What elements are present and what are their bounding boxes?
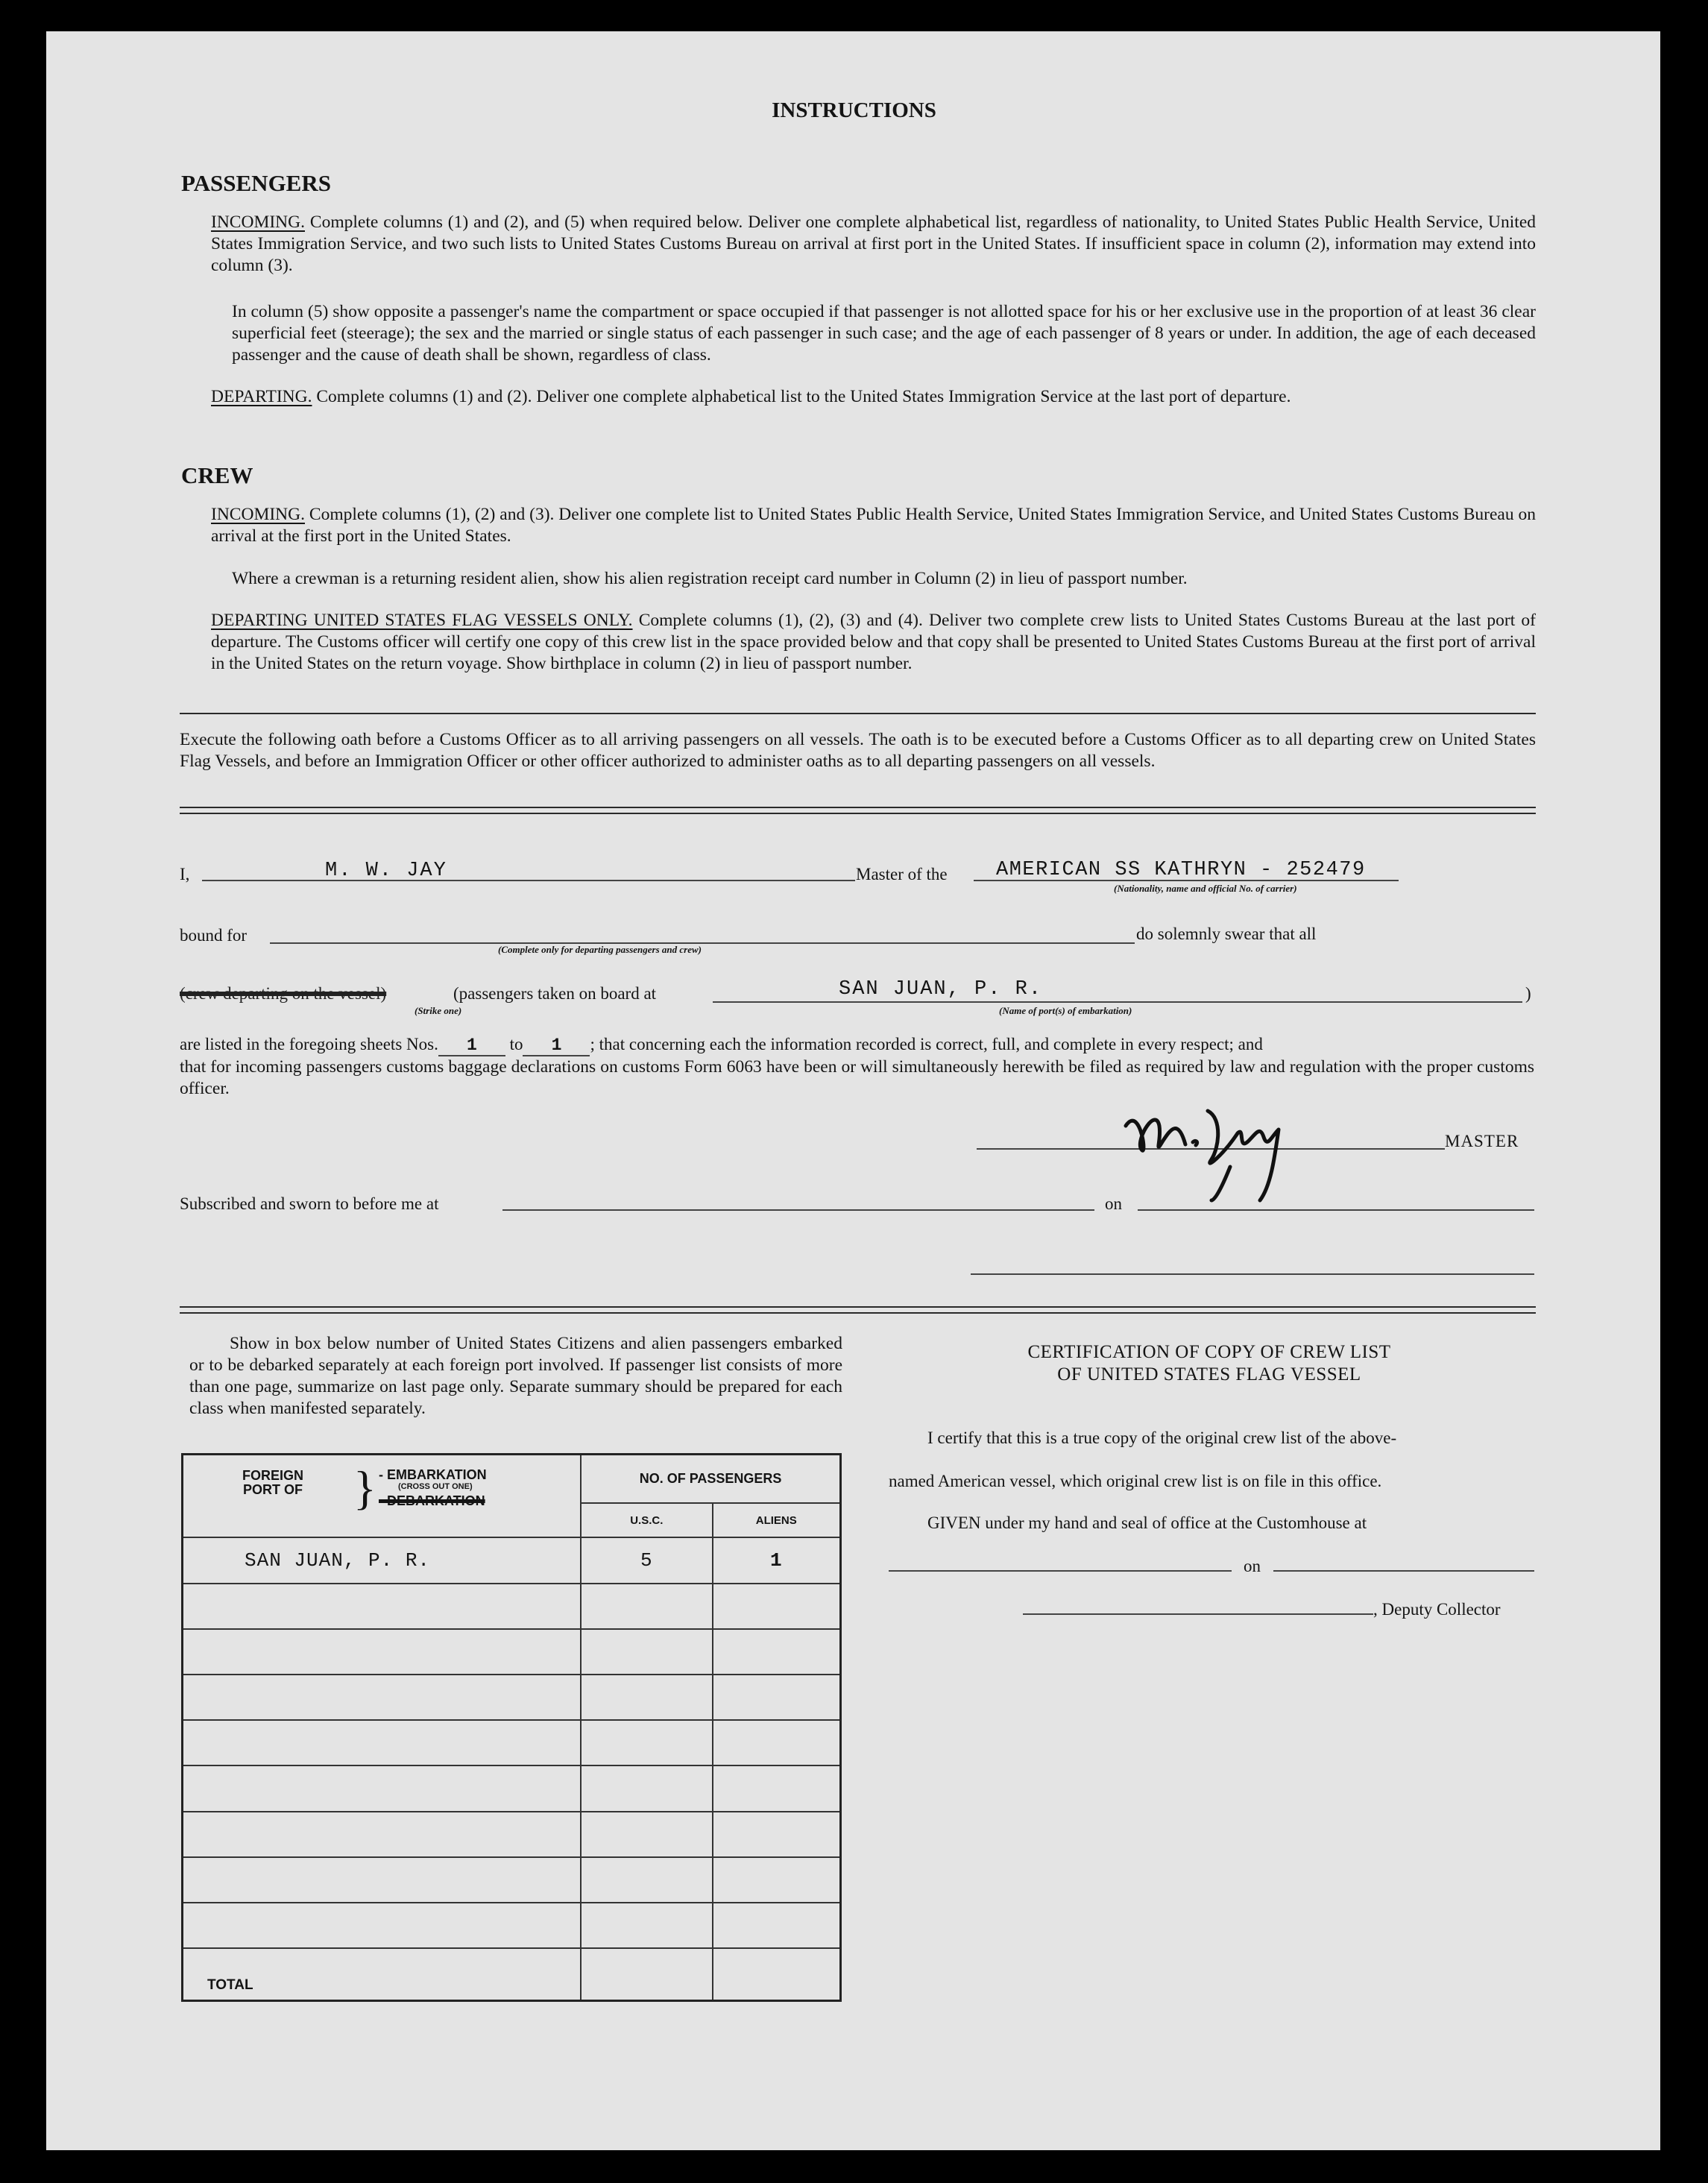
cross-out-label: (CROSS OUT ONE)	[398, 1482, 473, 1491]
table-row	[183, 1903, 841, 1948]
passengers-departing-label: DEPARTING.	[211, 387, 312, 406]
passengers-incoming-paragraph	[211, 212, 1536, 277]
master-signature	[1118, 1096, 1334, 1208]
table-row	[183, 1584, 841, 1629]
deputy-collector-label: , Deputy Collector	[1373, 1600, 1501, 1619]
row-port-cell[interactable]	[183, 1903, 582, 1948]
certification-line-3: GIVEN under my hand and seal of office at the Customhouse at	[927, 1513, 1367, 1532]
oath-i-label: I,	[180, 865, 190, 883]
master-label: MASTER	[1445, 1132, 1519, 1150]
row-aliens-cell[interactable]	[713, 1629, 841, 1675]
table-row	[183, 1629, 841, 1675]
row-port-cell[interactable]: SAN JUAN, P. R.	[183, 1537, 582, 1583]
row-aliens-cell[interactable]	[713, 1720, 841, 1765]
port-line	[713, 1001, 1522, 1003]
passengers-taken-label: (passengers taken on board at	[453, 984, 657, 1003]
row-aliens-cell[interactable]	[713, 1857, 841, 1903]
crew-departing-label: DEPARTING UNITED STATES FLAG VESSELS ONLY.	[211, 611, 633, 630]
divider-lower-a	[180, 1306, 1536, 1308]
subscribed-label: Subscribed and sworn to before me at	[180, 1194, 439, 1213]
no-passengers-header: NO. OF PASSENGERS	[581, 1455, 840, 1503]
row-usc-cell[interactable]	[581, 1675, 712, 1720]
row-usc-cell[interactable]	[581, 1857, 712, 1903]
listed-label: are listed in the foregoing sheets Nos.	[180, 1035, 438, 1053]
crew-departing-text: Complete columns (1), (2), (3) and (4). Deliver two complete crew lists to United States Customs Bureau at the last port of departure. The Customs officer will certify one copy of this crew list in the space provided below and that copy shall be presented to United States Customs Bureau at the first port of arrival in the United States on the return voyage. Show birthplace in column (2) in lieu of passport number.	[211, 611, 1536, 673]
row-port-cell[interactable]	[183, 1812, 582, 1857]
total-aliens-cell[interactable]	[713, 1948, 841, 2000]
customhouse-place-line	[889, 1570, 1232, 1572]
port-caption: (Name of port(s) of embarkation)	[999, 1005, 1132, 1016]
row-usc-cell[interactable]	[581, 1720, 712, 1765]
row-aliens-cell[interactable]	[713, 1812, 841, 1857]
certification-on-label: on	[1244, 1557, 1261, 1575]
sheet-from-field[interactable]: 1	[438, 1036, 505, 1056]
certification-line-2: named American vessel, which original crew list is on file in this office.	[889, 1472, 1382, 1490]
vessel-caption: (Nationality, name and official No. of carrier)	[1114, 883, 1297, 894]
page-title: INSTRUCTIONS	[772, 98, 936, 122]
bound-for-label: bound for	[180, 926, 248, 945]
ports-table	[181, 1453, 842, 2002]
debarkation-label: - DEBARKATION	[379, 1493, 485, 1508]
subscribed-on-label: on	[1105, 1194, 1122, 1213]
brace-glyph: }	[353, 1461, 376, 1514]
crew-incoming-text: Complete columns (1), (2) and (3). Deliver one complete list to United States Public Health Service, United States Immigration Service, and United States Customs Bureau on arrival at the first port in the United States.	[211, 505, 1536, 546]
row-usc-cell[interactable]	[581, 1629, 712, 1675]
listed-text-2: that for incoming passengers customs baggage declarations on customs Form 6063 have been or will simultaneously herewith be filed as required by law and regulation with the proper customs officer.	[180, 1057, 1534, 1098]
master-name-field[interactable]: M. W. JAY	[325, 860, 447, 882]
passengers-incoming-label: INCOMING.	[211, 212, 305, 232]
row-aliens-cell[interactable]	[713, 1903, 841, 1948]
strike-caption: (Strike one)	[415, 1005, 462, 1016]
certification-title-1: CERTIFICATION OF COPY OF CREW LIST	[1027, 1342, 1391, 1362]
table-row	[183, 1812, 841, 1857]
port-field[interactable]: SAN JUAN, P. R.	[839, 978, 1043, 1001]
vessel-field[interactable]: AMERICAN SS KATHRYN - 252479	[996, 859, 1366, 881]
crew-departing-paragraph	[211, 610, 1536, 675]
divider-top	[180, 713, 1536, 714]
passengers-heading: PASSENGERS	[181, 170, 331, 196]
row-aliens-cell[interactable]	[713, 1675, 841, 1720]
foreign-port-label: FOREIGN PORT OF	[242, 1468, 303, 1497]
summary-note: Show in box below number of United States Citizens and alien passengers embarked or to be debarked separately at each foreign port involved. If passenger list consists of more than one page, summarize on last page only. Separate summary should be prepared for each class when manifested separately.	[189, 1334, 842, 1418]
to-label: to	[509, 1035, 523, 1053]
close-paren: )	[1525, 984, 1531, 1003]
row-usc-cell[interactable]	[581, 1584, 712, 1629]
listed-rest: ; that concerning each the information recorded is correct, full, and complete in every respect; and	[590, 1035, 1263, 1053]
certification-title-2: OF UNITED STATES FLAG VESSEL	[1057, 1364, 1361, 1385]
row-port-cell[interactable]	[183, 1765, 582, 1811]
sheet-to-field[interactable]: 1	[523, 1036, 590, 1056]
passengers-departing-paragraph	[211, 386, 1536, 408]
crew-heading: CREW	[181, 462, 253, 488]
subscribed-place-line	[502, 1209, 1094, 1211]
passengers-incoming-text: Complete columns (1) and (2), and (5) when required below. Deliver one complete alphabetical list, regardless of nationality, to United States Public Health Service, United States Immigration Service, and two such lists to United States Customs Bureau on arrival at first port in the United States. If insufficient space in column (2), information may extend into column (3).	[211, 212, 1536, 275]
usc-header: U.S.C.	[581, 1503, 712, 1537]
table-row	[183, 1720, 841, 1765]
crew-incoming-label: INCOMING.	[211, 505, 305, 524]
row-usc-cell[interactable]	[581, 1903, 712, 1948]
total-label: TOTAL	[183, 1948, 582, 2000]
row-aliens-cell[interactable]	[713, 1765, 841, 1811]
row-port-cell[interactable]	[183, 1720, 582, 1765]
crew-resident-paragraph: Where a crewman is a returning resident alien, show his alien registration receipt card number in Column (2) in lieu of passport number.	[232, 569, 1188, 588]
row-port-cell[interactable]	[183, 1584, 582, 1629]
crew-departing-struck: (crew departing on the vessel)	[180, 984, 387, 1003]
aliens-header: ALIENS	[713, 1503, 841, 1537]
divider-double-b	[180, 813, 1536, 814]
bound-for-caption: (Complete only for departing passengers and crew)	[498, 944, 702, 955]
crew-incoming-paragraph	[211, 504, 1536, 547]
swear-label: do solemnly swear that all	[1136, 924, 1317, 943]
deputy-collector-line	[1023, 1613, 1373, 1615]
row-usc-cell[interactable]	[581, 1812, 712, 1857]
subscribed-date-line	[1138, 1209, 1534, 1211]
row-usc-cell[interactable]	[581, 1765, 712, 1811]
embarkation-label: - EMBARKATION	[379, 1467, 487, 1482]
bound-for-line	[270, 942, 1135, 944]
passengers-column5-paragraph: In column (5) show opposite a passenger's name the compartment or space occupied if that passenger is not allotted space for his or her exclusive use in the proportion of at least 36 clear superficial feet (steerage); the sex and the married or single status of each passenger in such case; and the age of each passenger of 8 years or under. In addition, the age of each deceased passenger and the cause of death shall be shown, regardless of class.	[232, 302, 1536, 365]
certification-date-line	[1273, 1570, 1534, 1572]
row-usc-cell[interactable]: 5	[581, 1537, 712, 1583]
master-name-line	[202, 880, 855, 881]
row-port-cell[interactable]	[183, 1857, 582, 1903]
oath-instructions: Execute the following oath before a Customs Officer as to all arriving passengers on all vessels. The oath is to be executed before a Customs Officer as to all departing crew on United States Flag Vessels, and before an Immigration Officer or other officer authorized to administer oaths as to all departing passengers on all vessels.	[180, 730, 1536, 771]
row-port-cell[interactable]	[183, 1675, 582, 1720]
row-aliens-cell[interactable]: 1	[713, 1537, 841, 1583]
officer-signature-line	[971, 1273, 1534, 1275]
divider-lower-b	[180, 1312, 1536, 1314]
certification-line-1: I certify that this is a true copy of the original crew list of the above-	[927, 1428, 1397, 1447]
row-aliens-cell[interactable]	[713, 1584, 841, 1629]
total-usc-cell[interactable]	[581, 1948, 712, 2000]
listed-sheets-line	[180, 1035, 1536, 1056]
divider-double-a	[180, 807, 1536, 808]
table-row	[183, 1537, 841, 1583]
row-port-cell[interactable]	[183, 1629, 582, 1675]
table-row	[183, 1675, 841, 1720]
table-row	[183, 1857, 841, 1903]
ports-table-port-header	[183, 1455, 582, 1538]
table-row	[183, 1765, 841, 1811]
table-total-row	[183, 1948, 841, 2000]
passengers-departing-text: Complete columns (1) and (2). Deliver one complete alphabetical list to the United States Immigration Service at the last port of departure.	[316, 387, 1291, 406]
master-of-label: Master of the	[856, 865, 948, 883]
